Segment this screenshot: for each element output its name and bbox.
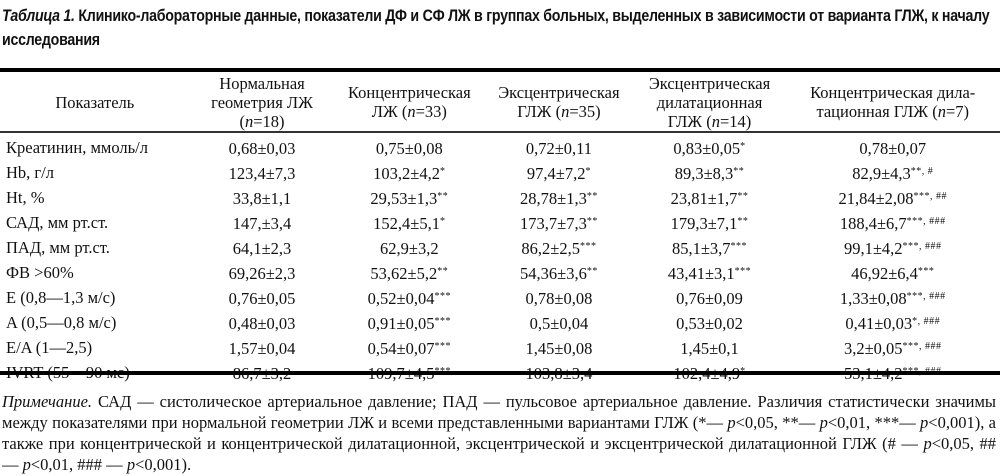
table-cell (634, 185, 786, 210)
cell-value: 0,75±0,08 (375, 139, 443, 158)
table-cell (334, 210, 484, 235)
significance-marker: *** (734, 266, 752, 277)
table-cell (484, 210, 633, 235)
table-row (0, 160, 1000, 185)
cell-value: 82,9±4,3 (852, 164, 911, 183)
significance-marker: ** (586, 216, 598, 227)
table-row (0, 235, 1000, 260)
cell-value: 69,26±2,3 (228, 264, 296, 283)
cell-value: 43,41±3,1 (667, 264, 735, 283)
row-label: Ht, % (6, 188, 45, 207)
table-row (0, 185, 1000, 210)
table-cell (484, 235, 633, 260)
cell-value: 147,±3,4 (232, 214, 292, 233)
col-header-eccentric: Эксцентрическая ГЛЖ (n=35) (498, 83, 620, 121)
table-cell (785, 260, 1000, 285)
cell-value: 0,53±0,02 (676, 314, 743, 333)
table-cell (785, 310, 1000, 335)
table-cell (190, 310, 335, 335)
significance-marker: ** (586, 266, 598, 277)
table-cell (634, 132, 786, 160)
header-row (0, 72, 1000, 132)
significance-marker: ** (737, 191, 749, 202)
significance-marker: * (740, 141, 746, 152)
caption-label: Таблица 1. (2, 7, 75, 25)
data-table (0, 72, 1000, 385)
cell-value: 99,1±4,2 (843, 239, 903, 258)
table-cell (785, 235, 1000, 260)
significance-marker: *** (730, 241, 748, 252)
cell-value: 0,68±0,03 (228, 139, 296, 158)
note-label: Примечание. (2, 392, 93, 411)
cell-value: 0,91±0,05 (367, 314, 435, 333)
table-cell (334, 285, 484, 310)
table-cell (785, 160, 1000, 185)
col-header-indicator: Показатель (55, 92, 135, 112)
cell-value: 1,45±0,1 (680, 339, 739, 358)
table-cell (190, 235, 335, 260)
row-label: Hb, г/л (6, 163, 55, 182)
significance-marker: *** (434, 341, 451, 352)
table-row (0, 260, 1000, 285)
table-row (0, 210, 1000, 235)
row-label: E/A (1—2,5) (6, 338, 93, 357)
table-cell (190, 210, 335, 235)
cell-value: 0,41±0,03 (845, 314, 913, 333)
cell-value: 188,4±6,7 (839, 214, 907, 233)
significance-marker: * (585, 166, 591, 177)
table-cell (190, 132, 335, 160)
table-cell (484, 285, 633, 310)
significance-marker: *** (917, 266, 935, 277)
row-label: A (0,5—0,8 м/с) (6, 313, 117, 332)
table-row (0, 132, 1000, 160)
table-cell (634, 160, 786, 185)
significance-marker: ***, ### (902, 341, 942, 352)
significance-marker: **, # (910, 166, 934, 177)
significance-marker: *** (579, 241, 597, 252)
caption-text: Клинико-лабораторные данные, показатели ДФ и СФ ЛЖ в группах больных, выделенных в зависимости от варианта ГЛЖ, к началу исследования (2, 7, 990, 49)
table-caption (2, 4, 1000, 52)
table-cell (190, 335, 335, 360)
col-header-normal: Нормальная геометрия ЛЖ (n=18) (211, 73, 313, 131)
significance-marker: ***, ### (906, 216, 946, 227)
row-label: ПАД, мм рт.ст. (6, 238, 110, 257)
table-cell (334, 185, 484, 210)
significance-marker: ** (737, 216, 749, 227)
table-cell (484, 260, 633, 285)
significance-marker: ***, ### (906, 291, 946, 302)
cell-value: 1,45±0,08 (525, 339, 593, 358)
cell-value: 86,2±2,5 (521, 239, 580, 258)
cell-value: 33,8±1,1 (232, 189, 292, 208)
col-header-concentric: Концентрическая ЛЖ (n=33) (347, 83, 471, 121)
cell-value: 62,9±3,2 (380, 239, 439, 258)
significance-marker: *** (434, 316, 451, 327)
col-header-concentric-dilated: Концентрическая дила-тационная ГЛЖ (n=7) (810, 83, 976, 121)
cell-value: 0,48±0,03 (228, 314, 296, 333)
significance-marker: *, ### (912, 316, 941, 327)
table-cell (634, 310, 786, 335)
table-cell (334, 260, 484, 285)
cell-value: 0,5±0,04 (529, 314, 589, 333)
cell-value: 29,53±1,3 (370, 189, 438, 208)
cell-value: 64,1±2,3 (232, 239, 292, 258)
cell-value: 97,4±7,2 (526, 164, 586, 183)
table-cell (634, 210, 786, 235)
table-cell (484, 310, 633, 335)
cell-value: 173,7±7,3 (520, 214, 587, 233)
cell-value: 46,92±6,4 (851, 264, 918, 283)
cell-value: 0,54±0,07 (367, 339, 435, 358)
table-cell (334, 235, 484, 260)
cell-value: 179,3±7,1 (670, 214, 738, 233)
table-cell (190, 160, 335, 185)
table-cell (334, 310, 484, 335)
cell-value: 0,78±0,07 (859, 139, 927, 158)
significance-marker: ** (437, 266, 449, 277)
table-cell (634, 285, 786, 310)
cell-value: 1,33±0,08 (839, 289, 907, 308)
cell-value: 28,78±1,3 (520, 189, 587, 208)
significance-marker: * (439, 166, 446, 177)
cell-value: 1,57±0,04 (228, 339, 296, 358)
table-cell (785, 210, 1000, 235)
bottom-rule (0, 371, 1000, 375)
significance-marker: ***, ### (902, 241, 942, 252)
row-label: E (0,8—1,3 м/с) (6, 288, 116, 307)
row-label: ФВ >60% (6, 263, 74, 282)
note-text: САД — систолическое артериальное давление; ПАД — пульсовое артериальное давление. Различия статистически значимы между показателями при нормальной геометрии ЛЖ и всеми представленными вариантами ГЛЖ (*— p<0,05, **— p<0,01, ***— p<0,001), а также при концентрической и концентрической дилатационной, эксцентрической и эксцентрической дилатационной ГЛЖ (# — p<0,05, ## — p<0,01, ### — p<0,001). (2, 392, 996, 474)
significance-marker: ** (437, 191, 449, 202)
table-cell (190, 185, 335, 210)
table-cell (190, 285, 335, 310)
table-cell (190, 260, 335, 285)
table-cell (484, 160, 633, 185)
cell-value: 0,72±0,11 (525, 139, 593, 158)
header-rule (0, 131, 1000, 133)
cell-value: 89,3±8,3 (674, 164, 734, 183)
cell-value: 103,2±4,2 (373, 164, 440, 183)
cell-value: 152,4±5,1 (373, 214, 440, 233)
significance-marker: ***, ## (913, 191, 947, 202)
table-cell (785, 185, 1000, 210)
cell-value: 3,2±0,05 (843, 339, 903, 358)
cell-value: 54,36±3,6 (520, 264, 587, 283)
table-row (0, 310, 1000, 335)
row-label: САД, мм рт.ст. (6, 213, 109, 232)
table-cell (634, 235, 786, 260)
table-cell (334, 132, 484, 160)
table-cell (484, 132, 633, 160)
table-row (0, 285, 1000, 310)
table-cell (634, 335, 786, 360)
table-cell (785, 335, 1000, 360)
cell-value: 0,76±0,05 (228, 289, 296, 308)
table-cell (484, 185, 633, 210)
row-label: Креатинин, ммоль/л (6, 138, 148, 157)
table-note (2, 391, 996, 475)
cell-value: 21,84±2,08 (838, 189, 914, 208)
significance-marker: ** (733, 166, 745, 177)
table-cell (484, 335, 633, 360)
table-row (0, 335, 1000, 360)
cell-value: 85,1±3,7 (671, 239, 731, 258)
cell-value: 0,78±0,08 (525, 289, 593, 308)
table-cell (334, 335, 484, 360)
table-cell (785, 285, 1000, 310)
significance-marker: *** (434, 291, 451, 302)
cell-value: 123,4±7,3 (228, 164, 296, 183)
cell-value: 0,52±0,04 (367, 289, 435, 308)
table-cell (634, 260, 786, 285)
cell-value: 53,62±5,2 (370, 264, 438, 283)
cell-value: 0,83±0,05 (673, 139, 741, 158)
significance-marker: * (439, 216, 446, 227)
table-cell (785, 132, 1000, 160)
table-cell (334, 160, 484, 185)
col-header-eccentric-dilated: Эксцентрическая дилатационная ГЛЖ (n=14) (648, 73, 771, 131)
cell-value: 23,81±1,7 (670, 189, 738, 208)
cell-value: 0,76±0,09 (676, 289, 743, 308)
significance-marker: ** (586, 191, 598, 202)
